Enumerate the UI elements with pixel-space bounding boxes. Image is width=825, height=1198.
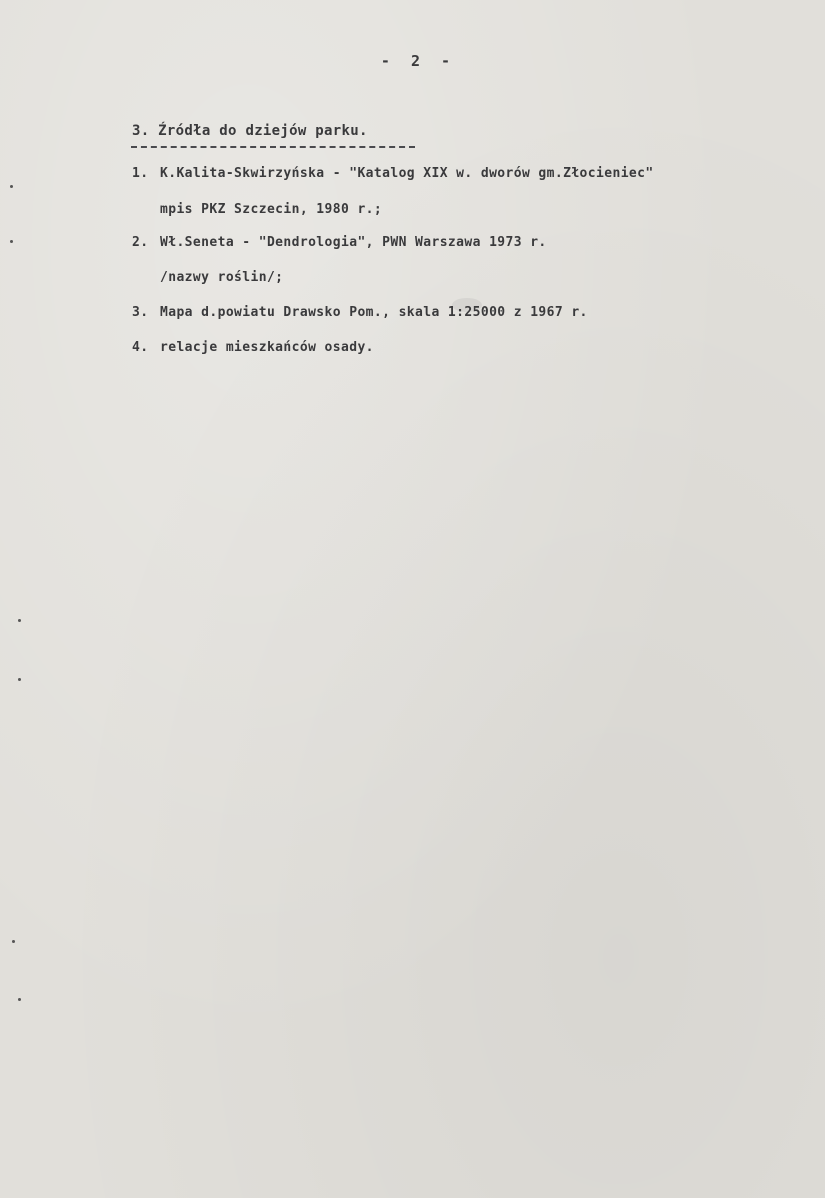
page-number: - 2 -: [380, 52, 457, 70]
list-item: [132, 305, 588, 320]
section-heading: 3. Źródła do dziejów parku.: [132, 123, 368, 139]
list-item-text: Wł.Seneta - "Dendrologia", PWN Warszawa 1973 r.: [160, 235, 547, 250]
list-item-text: Mapa d.powiatu Drawsko Pom., skala 1:25000 z 1967 r.: [160, 305, 588, 320]
list-item-number: 1.: [132, 166, 149, 181]
list-item-continuation: mpis PKZ Szczecin, 1980 r.;: [160, 202, 383, 217]
list-item-number: 2.: [132, 235, 149, 250]
list-item-text: K.Kalita-Skwirzyńska - "Katalog XIX w. dworów gm.Złocieniec": [160, 166, 654, 181]
margin-dot: [18, 998, 21, 1001]
list-item-number: 3.: [132, 305, 149, 320]
list-item: [132, 235, 547, 250]
list-item: [132, 340, 374, 355]
heading-underline: [131, 146, 415, 148]
margin-dot: [10, 240, 13, 243]
margin-dot: [12, 940, 15, 943]
list-item-text: relacje mieszkańców osady.: [160, 340, 374, 355]
margin-dot: [10, 185, 13, 188]
list-item-continuation: /nazwy roślin/;: [160, 270, 284, 285]
margin-dot: [18, 619, 21, 622]
list-item-number: 4.: [132, 340, 149, 355]
margin-dot: [18, 678, 21, 681]
list-item: [132, 166, 654, 181]
